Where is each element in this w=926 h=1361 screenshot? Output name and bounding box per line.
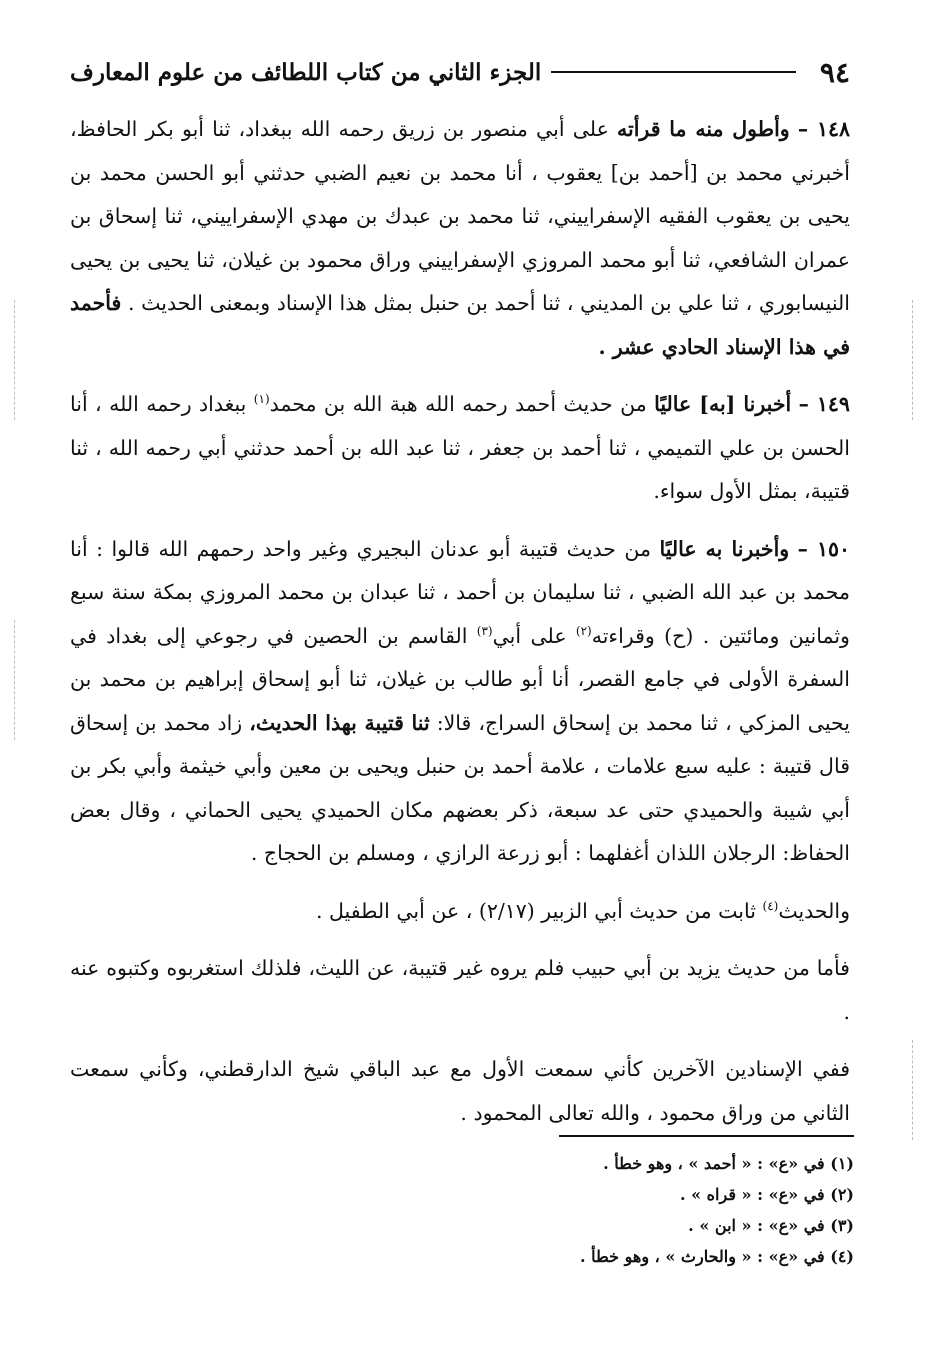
paragraph-lead: وأطول منه ما قرأته xyxy=(617,117,790,141)
footnote-2: (٢) في «ع» : « قراه » . xyxy=(679,1185,854,1204)
paragraph-text: على أبي xyxy=(492,623,567,648)
scan-margin-mark xyxy=(912,1040,914,1140)
paragraph-hadith-note xyxy=(70,890,850,934)
footnotes xyxy=(354,1148,854,1272)
paragraph-conclusion: فأحمد في هذا الإسناد الحادي عشر . xyxy=(70,291,850,359)
scan-margin-mark xyxy=(912,300,914,420)
paragraph-lead: وأخبرنا به عاليًا xyxy=(659,536,790,561)
footnote-1: (١) في «ع» : « أحمد » ، وهو خطأ . xyxy=(603,1154,854,1173)
paragraph-150 xyxy=(70,528,850,876)
paragraph-text: على أبي منصور بن زريق رحمه الله ببغداد، ثنا أبو بكر الحافظ، أخبرني محمد بن [أحمد بن] يعقوب ، أنا محمد بن نعيم الضبي حدثني أبو الحسن محمد بن يحيى بن يعقوب الفقيه الإسفراييني، ثنا محمد بن عبدك بن مهدي الإسفراييني، ثنا إسحاق بن عمران الشافعي، ثنا أبو محمد المروزي الإسفراييني وراق محمود بن غيلان، ثنا يحيى بن يحيى النيسابوري ، ثنا علي بن المديني ، ثنا أحمد بن حنبل بمثل هذا الإسناد وبمعنى الحديث . xyxy=(70,117,850,315)
footnote-ref-1: (١) xyxy=(253,392,270,407)
paragraph-isnad xyxy=(70,1048,850,1135)
scan-margin-mark xyxy=(14,300,16,420)
paragraph-lead: أخبرنا [به] عاليًا xyxy=(654,392,792,416)
paragraph-text: والحديث xyxy=(778,898,850,923)
main-text xyxy=(70,108,850,1149)
paragraph-148 xyxy=(70,108,850,369)
paragraph-text: ثابت من حديث أبي الزبير (٢/١٧) ، عن أبي الطفيل . xyxy=(315,898,756,923)
paragraph-emphasis: ثنا قتيبة بهذا الحديث، xyxy=(249,710,430,735)
footnote-ref-4: (٤) xyxy=(762,898,779,913)
paragraph-149 xyxy=(70,383,850,514)
scan-margin-mark xyxy=(14,620,16,740)
paragraph-yazid xyxy=(70,947,850,1034)
footnote-separator xyxy=(559,1135,854,1137)
paragraph-text: ففي الإسنادين الآخرين كأني سمعت الأول مع عبد الباقي شيخ الدارقطني، وكأني سمعت الثاني من وراق محمود ، والله تعالى المحمود . xyxy=(70,1057,850,1125)
running-title: الجزء الثاني من كتاب اللطائف من علوم المعارف xyxy=(70,58,542,86)
paragraph-text: من حديث قتيبة أبو عدنان البجيري وغير واحد رحمهم الله قالوا : أنا محمد بن عبد الله الضبي ، ثنا سليمان بن أحمد ، ثنا عبدان بن محمد المروزي بمكة سنة سبع وثمانين ومائتين . (ح) وقراءته xyxy=(70,536,850,648)
header-rule xyxy=(551,71,796,73)
page-number: ٩٤ xyxy=(819,55,850,89)
paragraph-text: القاسم بن الحصين في رجوعي إلى بغداد في السفرة الأولى في جامع القصر، أنا أبو طالب بن غيلان، ثنا أبو إسحاق إبراهيم بن محمد بن يحيى المزكي ، ثنا محمد بن إسحاق السراج، قالا: xyxy=(70,623,850,735)
footnote-ref-2: (٢) xyxy=(575,623,592,638)
footnote-3: (٣) في «ع» : « ابن » . xyxy=(688,1216,854,1235)
hadith-number: ١٤٨ – xyxy=(797,117,850,141)
footnote-ref-3: (٣) xyxy=(476,623,493,638)
paragraph-text: ببغداد رحمه الله ، أنا الحسن بن علي التميمي ، ثنا أحمد بن جعفر ، ثنا عبد الله بن أحمد حدثني أبي رحمه الله ، ثنا قتيبة، بمثل الأول سواء. xyxy=(70,392,850,503)
paragraph-text: من حديث أحمد رحمه الله هبة الله بن محمد xyxy=(269,392,647,416)
footnote-4: (٤) في «ع» : « والحارث » ، وهو خطأ . xyxy=(580,1247,854,1266)
hadith-number: ١٤٩ – xyxy=(798,392,850,416)
page-header xyxy=(70,52,850,92)
paragraph-text: زاد محمد بن إسحاق قال قتيبة : عليه سبع علامات ، علامة أحمد بن حنبل ويحيى بن معين وأبي خيثمة وأبي بكر بن أبي شيبة والحميدي حتى عد سبعة، ذكر بعضهم مكان الحميدي يحيى الحماني ، وقال بعض الحفاظ: الرجلان اللذان أغفلهما : أبو زرعة الرازي ، ومسلم بن الحجاج . xyxy=(70,710,850,865)
paragraph-text: فأما من حديث يزيد بن أبي حبيب فلم يروه غير قتيبة، عن الليث، فلذلك استغربوه وكتبوه عنه . xyxy=(70,956,850,1024)
hadith-number: ١٥٠ – xyxy=(797,536,850,561)
